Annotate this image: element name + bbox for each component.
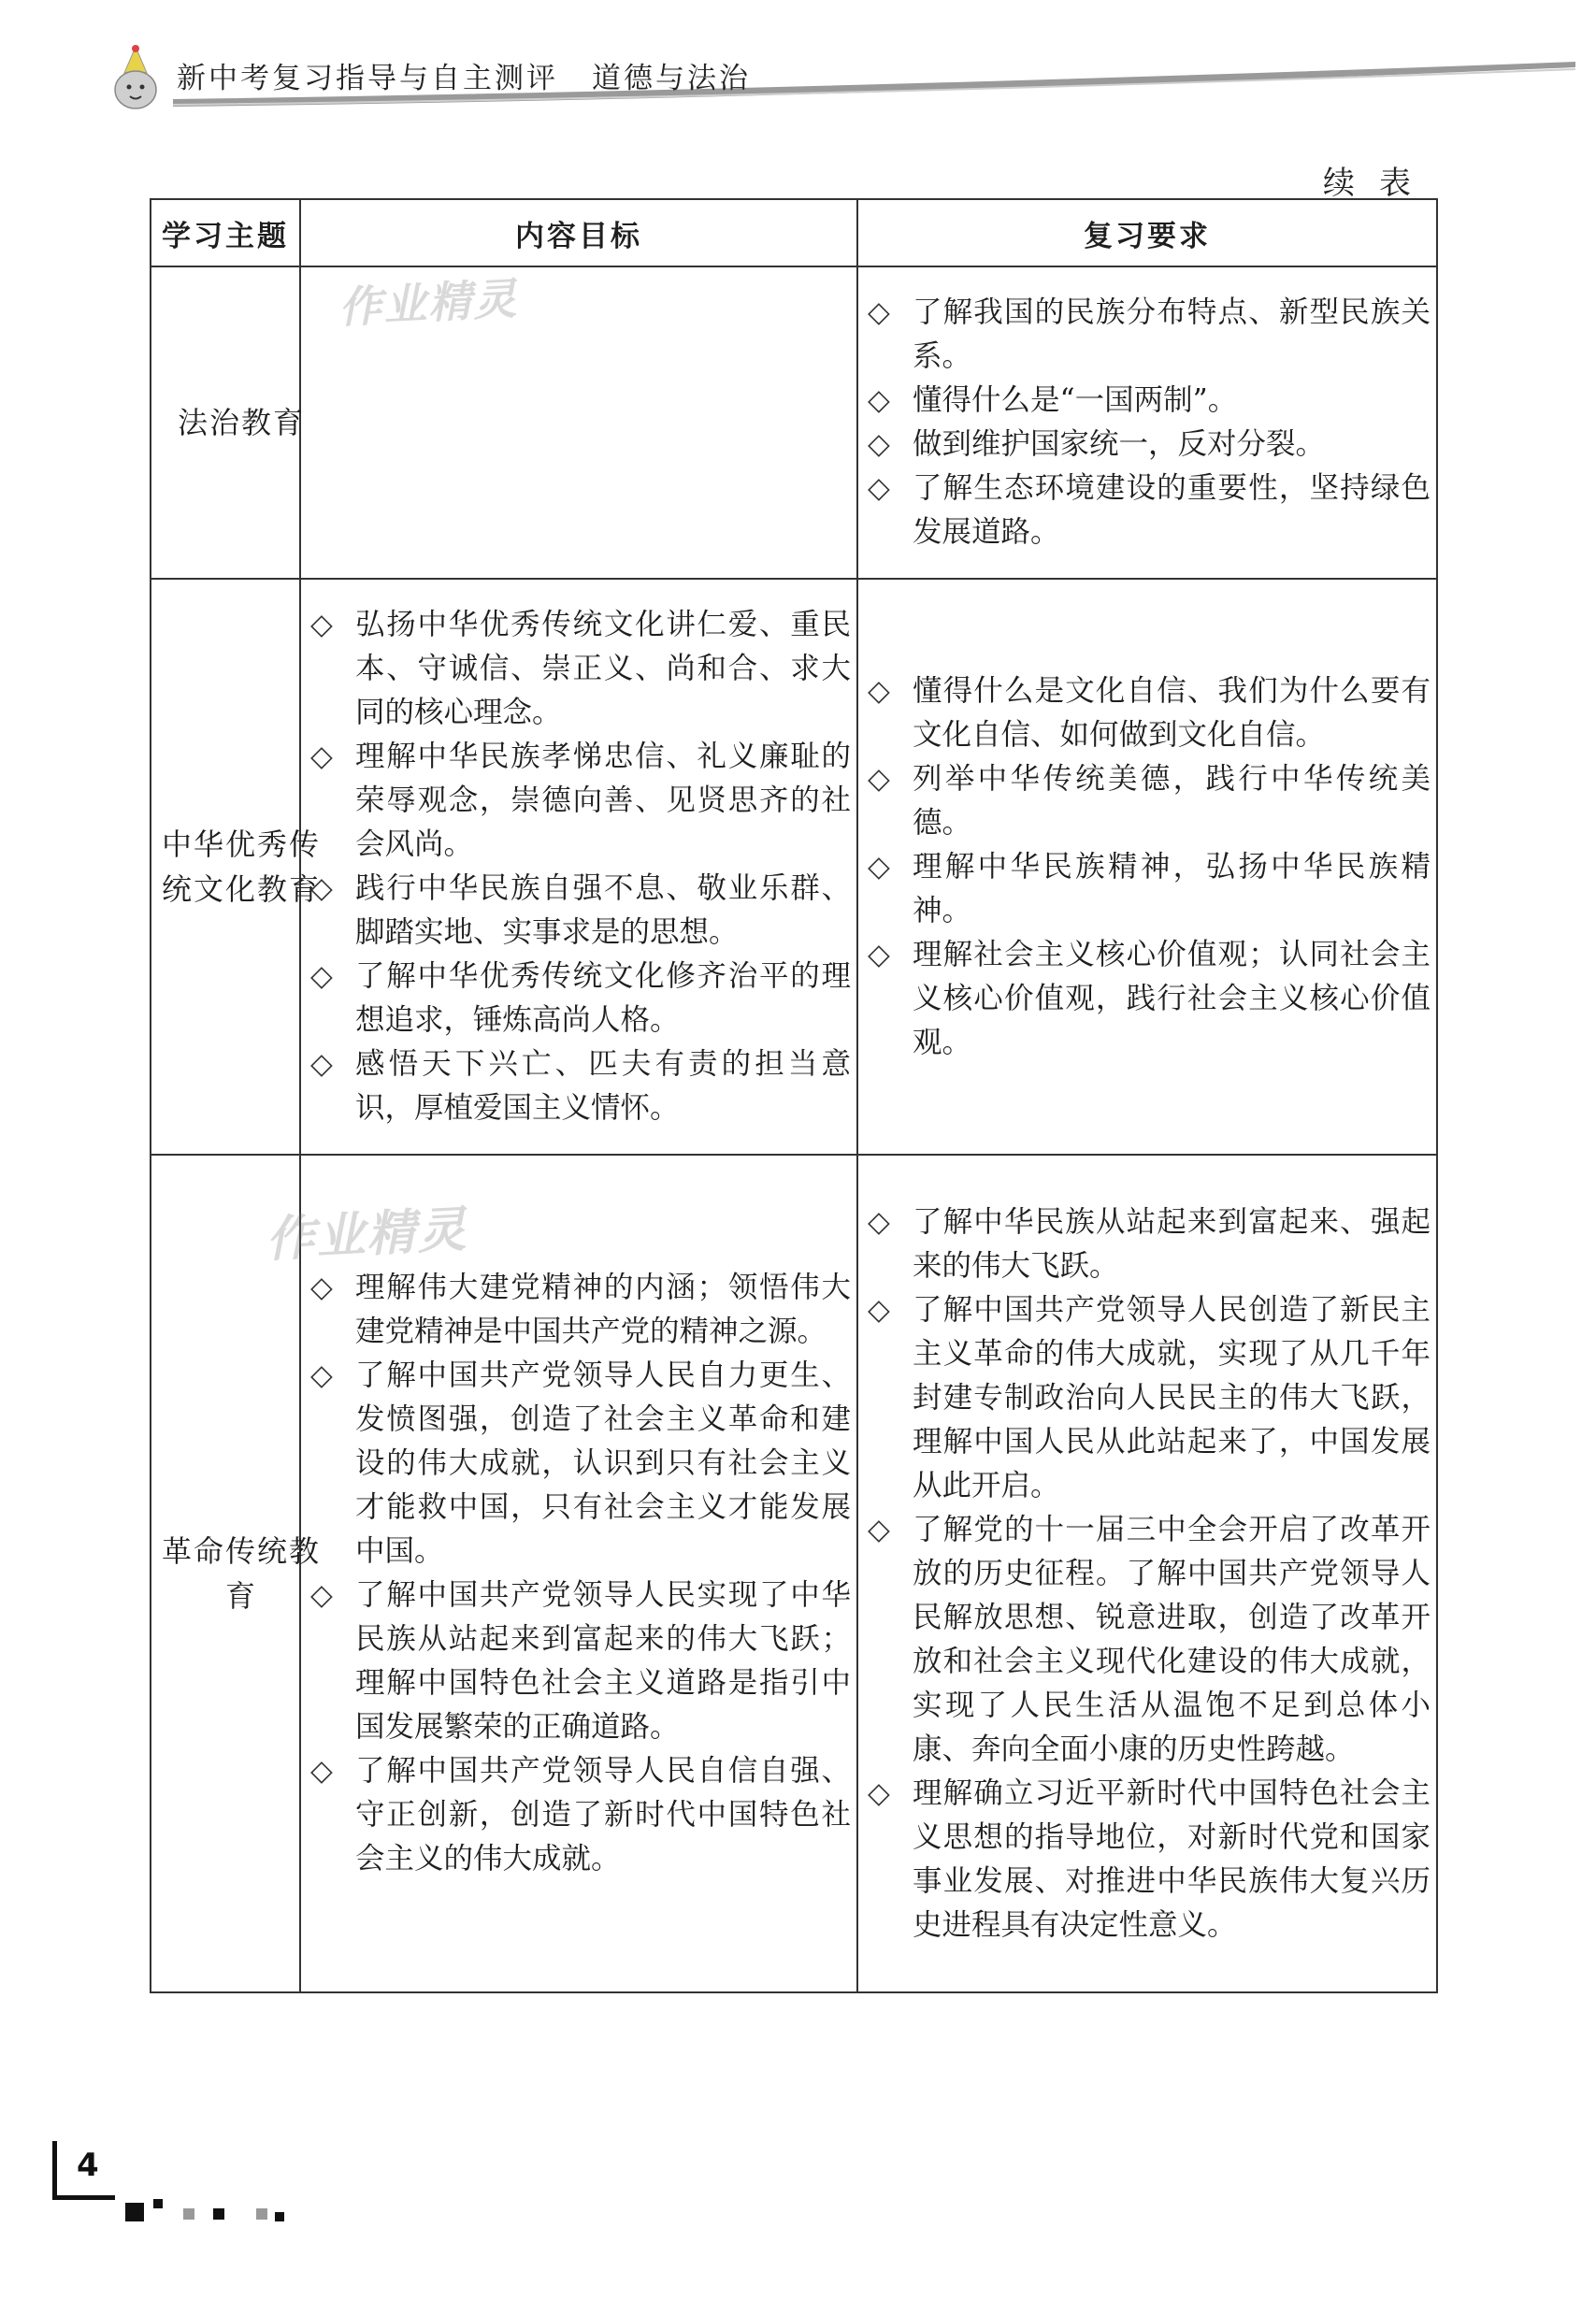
review-table [150, 198, 1438, 1993]
list-item: ◇ 理解中华民族精神，弘扬中华民族精神。 [868, 845, 1431, 933]
requirements-list [858, 669, 1436, 1065]
list-item: ◇ 弘扬中华优秀传统文化讲仁爱、重民本、守诚信、崇正义、尚和合、求大同的核心理念。 [310, 603, 851, 735]
header-title [177, 54, 751, 96]
content-goals-cell [264, 1155, 857, 1992]
topic-cell [151, 1155, 321, 1992]
page-number: 4 [77, 2147, 99, 2184]
topic-label: 中华优秀传统文化教育 [161, 827, 321, 907]
list-item: ◇ 践行中华民族自强不息、敬业乐群、脚踏实地、实事求是的思想。 [310, 867, 851, 955]
goals-list [301, 603, 856, 1130]
book-title: 新中考复习指导与自主测评 [177, 62, 558, 95]
topic-cell [151, 579, 321, 1155]
column-header-content-goals: 内容目标 [300, 199, 857, 266]
list-item: ◇ 做到维护国家统一，反对分裂。 [868, 423, 1431, 467]
footer-dots-decoration [125, 2203, 312, 2221]
requirements-list [858, 1200, 1436, 1948]
table-header-row [151, 199, 1437, 266]
continued-label: 续表 [1323, 165, 1435, 202]
column-header-topic: 学习主题 [151, 199, 300, 266]
table-row [151, 266, 1437, 579]
content-goals-cell [300, 579, 857, 1155]
list-item: ◇ 列举中华传统美德，践行中华传统美德。 [868, 757, 1431, 845]
list-item: ◇ 了解我国的民族分布特点、新型民族关系。 [868, 291, 1431, 379]
subject-title: 道德与法治 [592, 62, 751, 95]
topic-cell [151, 266, 305, 579]
topic-label: 革命传统教育 [161, 1533, 321, 1614]
list-item: ◇ 了解中华民族从站起来到富起来、强起来的伟大飞跃。 [868, 1200, 1431, 1288]
watermark: 作业精灵 [264, 1201, 469, 1269]
page-number-box [52, 2141, 118, 2197]
list-item: ◇ 懂得什么是文化自信、我们为什么要有文化自信、如何做到文化自信。 [868, 669, 1431, 757]
review-requirements-cell [857, 266, 1437, 579]
list-item: ◇ 了解中国共产党领导人民实现了中华民族从站起来到富起来的伟大飞跃；理解中国特色社会主义道路是指引中国发展繁荣的正确道路。 [310, 1574, 851, 1749]
list-item: ◇ 懂得什么是“一国两制”。 [868, 379, 1431, 423]
topic-label: 法治教育 [177, 405, 305, 440]
review-requirements-cell [857, 579, 1437, 1155]
list-item: ◇ 感悟天下兴亡、匹夫有责的担当意识，厚植爱国主义情怀。 [310, 1042, 851, 1130]
list-item: ◇ 了解中国共产党领导人民自力更生、发愤图强，创造了社会主义革命和建设的伟大成就，认识到只有社会主义才能救中国，只有社会主义才能发展中国。 [310, 1354, 851, 1574]
watermark: 作业精灵 [337, 273, 520, 333]
list-item: ◇ 了解中华优秀传统文化修齐治平的理想追求，锤炼高尚人格。 [310, 955, 851, 1042]
list-item: ◇ 了解中国共产党领导人民自信自强、守正创新，创造了新时代中国特色社会主义的伟大成就。 [310, 1749, 851, 1881]
requirements-list [858, 291, 1436, 554]
list-item: ◇ 了解生态环境建设的重要性，坚持绿色发展道路。 [868, 467, 1431, 554]
list-item: ◇ 理解社会主义核心价值观；认同社会主义核心价值观，践行社会主义核心价值观。 [868, 933, 1431, 1065]
table-row [151, 579, 1437, 1155]
goals-list [301, 1266, 856, 1881]
list-item: ◇ 理解确立习近平新时代中国特色社会主义思想的指导地位，对新时代党和国家事业发展、对推进中华民族伟大复兴历史进程具有决定性意义。 [868, 1772, 1431, 1948]
list-item: ◇ 理解中华民族孝悌忠信、礼义廉耻的荣辱观念，崇德向善、见贤思齐的社会风尚。 [310, 735, 851, 867]
list-item: ◇ 了解中国共产党领导人民创造了新民主主义革命的伟大成就，实现了从几千年封建专制政治向人民民主的伟大飞跃，理解中国人民从此站起来了，中国发展从此开启。 [868, 1288, 1431, 1508]
table-row [151, 1155, 1437, 1992]
mascot-icon [108, 45, 164, 112]
list-item: ◇ 了解党的十一届三中全会开启了改革开放的历史征程。了解中国共产党领导人民解放思想、锐意进取，创造了改革开放和社会主义现代化建设的伟大成就，实现了人民生活从温饱不足到总体小康、奔向全面小康的历史性跨越。 [868, 1508, 1431, 1772]
review-requirements-cell [857, 1155, 1437, 1992]
running-header [108, 45, 1575, 110]
content-goals-cell [300, 266, 857, 579]
list-item: ◇ 理解伟大建党精神的内涵；领悟伟大建党精神是中国共产党的精神之源。 [310, 1266, 851, 1354]
column-header-review-requirements: 复习要求 [857, 199, 1437, 266]
